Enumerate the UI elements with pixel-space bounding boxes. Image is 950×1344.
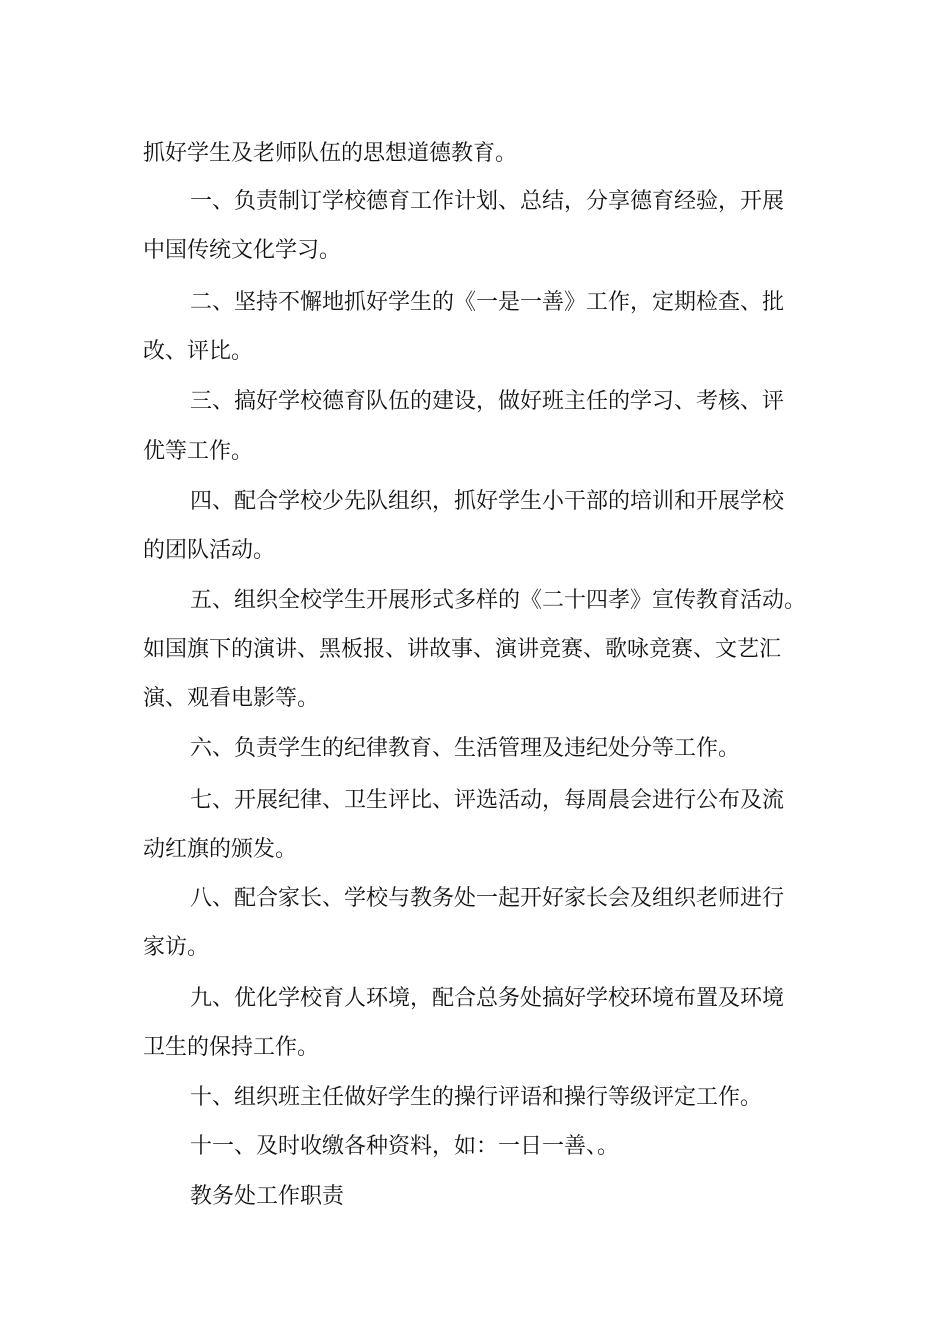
text-line-18: 九、优化学校育人环境，配合总务处搞好学校环境布置及环境 (190, 986, 785, 1011)
text-line-6: 三、搞好学校德育队伍的建设，做好班主任的学习、考核、评 (190, 389, 785, 414)
text-line-3: 中国传统文化学习。 (143, 238, 342, 263)
section-heading: 教务处工作职责 (190, 1184, 345, 1209)
text-line-13: 六、负责学生的纪律教育、生活管理及违纪处分等工作。 (190, 736, 741, 761)
text-line-5: 改、评比。 (143, 339, 254, 364)
text-line-21: 十一、及时收缴各种资料，如：一日一善、。 (190, 1134, 620, 1159)
text-line-8: 四、配合学校少先队组织，抓好学生小干部的培训和开展学校 (190, 489, 785, 514)
text-line-20: 十、组织班主任做好学生的操行评语和操行等级评定工作。 (190, 1085, 763, 1110)
text-line-2: 一、负责制订学校德育工作计划、总结，分享德育经验，开展 (190, 189, 785, 214)
text-line-14: 七、开展纪律、卫生评比、评选活动，每周晨会进行公布及流 (190, 788, 785, 813)
text-line-19: 卫生的保持工作。 (143, 1035, 320, 1060)
text-line-1: 抓好学生及老师队伍的思想道德教育。 (143, 141, 518, 166)
text-line-11: 如国旗下的演讲、黑板报、讲故事、演讲竞赛、歌咏竞赛、文艺汇 (143, 637, 782, 662)
text-line-4: 二、坚持不懈地抓好学生的《一是一善》工作，定期检查、批 (190, 290, 785, 315)
text-line-9: 的团队活动。 (143, 538, 276, 563)
text-line-10: 五、组织全校学生开展形式多样的《二十四孝》宣传教育活动。 (190, 588, 807, 613)
text-line-17: 家访。 (143, 935, 210, 960)
text-line-7: 优等工作。 (143, 439, 254, 464)
text-line-12: 演、观看电影等。 (143, 686, 320, 711)
text-line-15: 动红旗的颁发。 (143, 837, 298, 862)
text-line-16: 八、配合家长、学校与教务处一起开好家长会及组织老师进行 (190, 886, 785, 911)
